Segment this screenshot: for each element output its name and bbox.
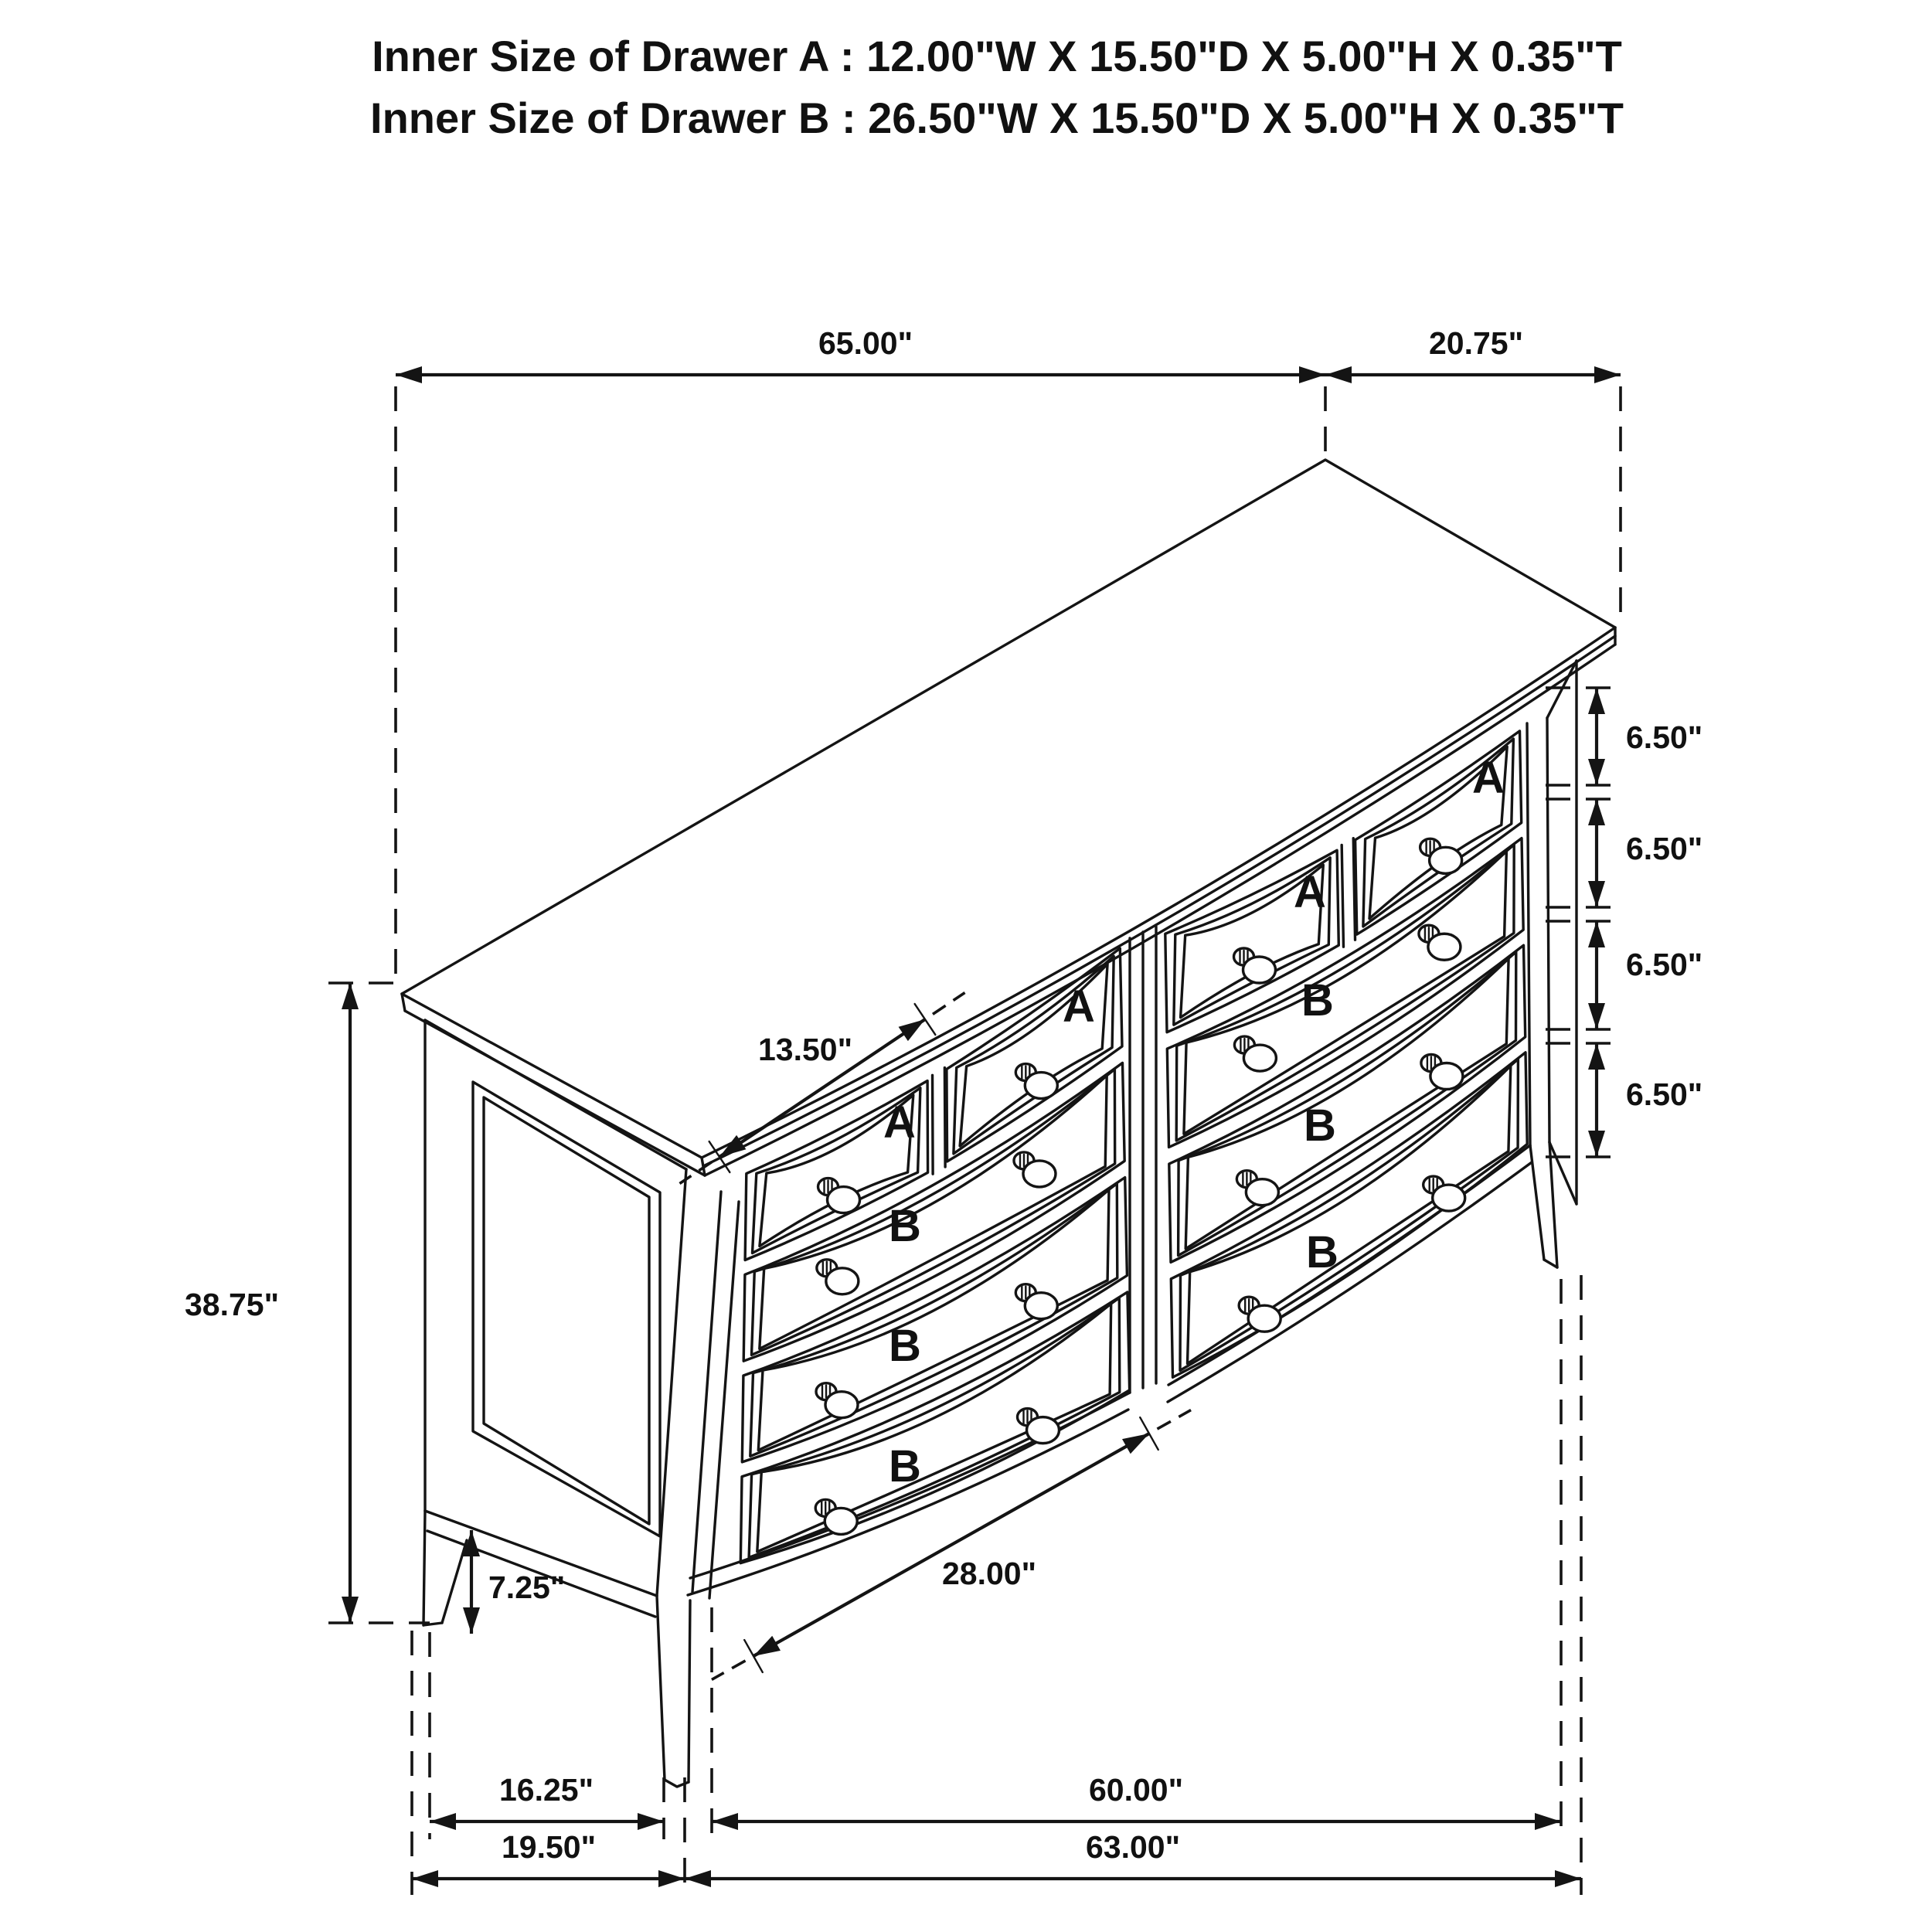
dimension-arrowhead xyxy=(1588,1043,1605,1070)
knob-face xyxy=(1248,1305,1281,1332)
dimension-arrowhead xyxy=(1588,881,1605,907)
dimension-arrowhead xyxy=(1588,1131,1605,1157)
dimension-arrowhead xyxy=(1299,366,1325,383)
knob-face xyxy=(1243,1045,1276,1071)
back-left-leg-inner xyxy=(442,1540,467,1623)
knob-face xyxy=(828,1187,860,1213)
drawer-knob xyxy=(1419,925,1461,960)
dim-base-front-inner xyxy=(712,1813,1561,1830)
right-stile-2 xyxy=(1547,718,1549,1142)
knob-face xyxy=(1243,957,1276,983)
knob-face xyxy=(1428,934,1461,960)
title-line-drawer-b: Inner Size of Drawer B : 26.50"W X 15.50"D X 5.00"H X 0.35"T xyxy=(370,94,1624,142)
drawer-knob xyxy=(1420,838,1462,873)
drawer-letter-b-1: B xyxy=(889,1201,921,1251)
a-drawer-divider xyxy=(1353,838,1355,940)
a-drawer-divider xyxy=(944,1068,945,1167)
knob-face xyxy=(1430,847,1462,873)
dim-drawer-height-1 xyxy=(1588,688,1605,785)
drawer-knob xyxy=(1423,1176,1465,1211)
dimension-arrowhead xyxy=(753,1636,781,1656)
back-left-leg-outer xyxy=(423,1511,425,1625)
dimension-tick xyxy=(744,1640,763,1672)
dimension-extension xyxy=(1157,1410,1191,1430)
drawer-knob xyxy=(1236,1171,1278,1206)
drawer-letter-b-5: B xyxy=(1304,1100,1336,1151)
dim-base-side-inner-label: 16.25" xyxy=(498,1772,594,1808)
dim-leg-height-label: 7.25" xyxy=(488,1570,566,1605)
dim-base-side-full-label: 19.50" xyxy=(501,1829,597,1865)
right-leg-tip xyxy=(1544,1260,1557,1267)
dimension-arrowhead xyxy=(658,1870,685,1887)
knob-face xyxy=(1023,1161,1056,1187)
dimension-arrowhead xyxy=(1588,799,1605,825)
tabletop-left-edge xyxy=(402,994,702,1158)
drawer-letter-b-3: B xyxy=(889,1441,921,1492)
knob-face xyxy=(1025,1073,1057,1099)
dim-drawer-height-label-4: 6.50" xyxy=(1626,1077,1703,1112)
front-left-leg-outer xyxy=(657,1596,665,1780)
dimension-arrowhead xyxy=(1588,921,1605,947)
right-leg-inner xyxy=(1549,1142,1557,1267)
dimension-arrowhead xyxy=(342,1597,359,1623)
dim-drawer-height-4 xyxy=(1588,1043,1605,1157)
title-line-drawer-a: Inner Size of Drawer A : 12.00"W X 15.50"D X 5.00"H X 0.35"T xyxy=(372,32,1622,80)
drawer-knob xyxy=(1015,1284,1057,1319)
dimension-arrowhead xyxy=(396,366,422,383)
dim-drawer-height-2 xyxy=(1588,799,1605,907)
drawer-knob xyxy=(816,1383,858,1418)
right-stile-1 xyxy=(1527,723,1530,1145)
dim-top-depth xyxy=(1325,366,1621,383)
dimension-arrowhead xyxy=(412,1870,438,1887)
dimension-arrowhead xyxy=(463,1607,480,1634)
dim-base-front-inner-label: 60.00" xyxy=(1088,1772,1184,1808)
drawer-letter-a-3: A xyxy=(1294,867,1326,917)
dim-drawer-height-label-2: 6.50" xyxy=(1626,831,1703,866)
drawer-knob xyxy=(1421,1054,1463,1089)
drawer-letter-a-2: A xyxy=(1063,981,1095,1032)
dim-drawer-height-label-1: 6.50" xyxy=(1626,719,1703,755)
a-drawer-divider xyxy=(1342,845,1343,947)
face-left-stile-1 xyxy=(692,1192,721,1592)
side-panel-outer xyxy=(473,1082,660,1536)
dim-base-front-full-label: 63.00" xyxy=(1085,1829,1181,1865)
drawer-letter-b-2: B xyxy=(889,1321,921,1371)
title-block xyxy=(370,32,1624,142)
dim-base-side-full xyxy=(412,1870,685,1887)
dimension-tick xyxy=(1140,1417,1158,1450)
drawer-knob xyxy=(1234,1036,1276,1071)
side-top-edge xyxy=(425,1020,686,1169)
drawer-knob xyxy=(1234,948,1276,983)
a-drawer-divider xyxy=(933,1075,934,1174)
dimension-arrowhead xyxy=(1535,1813,1561,1830)
dimension-arrowhead xyxy=(430,1813,456,1830)
dim-drawer-height-3 xyxy=(1588,921,1605,1029)
knob-face xyxy=(1026,1417,1059,1444)
dimension-arrowhead xyxy=(1588,759,1605,785)
dim-top-depth-label: 20.75" xyxy=(1428,325,1524,361)
dimension-arrowhead xyxy=(1122,1434,1149,1454)
dimension-arrowhead xyxy=(1325,366,1352,383)
dimension-arrowhead xyxy=(342,983,359,1009)
knob-face xyxy=(1430,1063,1463,1089)
face-left-stile-2 xyxy=(709,1202,739,1598)
dim-overall-height xyxy=(342,983,359,1623)
drawer-knob xyxy=(1014,1152,1056,1187)
side-front-corner xyxy=(657,1169,686,1596)
dimension-extension xyxy=(933,993,965,1015)
dimension-extension xyxy=(712,1661,746,1680)
dim-base-front-full xyxy=(685,1870,1581,1887)
dim-top-width-label: 65.00" xyxy=(818,325,913,361)
drawer-knob xyxy=(1015,1064,1057,1099)
knob-face xyxy=(825,1508,857,1534)
dimension-arrowhead xyxy=(712,1813,738,1830)
front-left-leg-inner xyxy=(689,1600,690,1782)
drawer-letter-a-1: A xyxy=(883,1097,916,1148)
dimension-arrowhead xyxy=(1555,1870,1581,1887)
dimension-arrowhead xyxy=(638,1813,664,1830)
drawer-letter-b-4: B xyxy=(1301,975,1334,1026)
knob-face xyxy=(1246,1179,1278,1206)
right-drawer-stack xyxy=(1165,731,1527,1377)
dim-base-side-inner xyxy=(430,1813,664,1830)
dimension-tick xyxy=(915,1004,936,1035)
dimension-arrowhead xyxy=(1594,366,1621,383)
dim-top-width xyxy=(396,366,1325,383)
drawer-letter-b-6: B xyxy=(1306,1227,1338,1277)
dim-drawer-height-label-3: 6.50" xyxy=(1626,947,1703,982)
dimension-arrowhead xyxy=(899,1019,925,1041)
knob-face xyxy=(1433,1185,1465,1211)
dim-overall-height-label: 38.75" xyxy=(184,1287,280,1322)
dimension-arrowhead xyxy=(1588,688,1605,714)
knob-face xyxy=(826,1268,859,1294)
drawer-knob xyxy=(1017,1409,1059,1444)
side-panel-inner xyxy=(484,1097,649,1524)
dimension-arrowhead xyxy=(1588,1003,1605,1029)
drawer-knob xyxy=(817,1260,859,1294)
dimension-arrowhead xyxy=(685,1870,711,1887)
dim-drawer-b-width-label: 28.00" xyxy=(941,1556,1037,1591)
tabletop-band-mid xyxy=(703,636,1615,1166)
knob-face xyxy=(825,1392,858,1418)
knob-face xyxy=(1025,1293,1057,1319)
drawer-b-6 xyxy=(1171,1053,1527,1377)
dim-drawer-a-width-label: 13.50" xyxy=(757,1032,853,1067)
drawer-letter-a-4: A xyxy=(1472,753,1505,803)
